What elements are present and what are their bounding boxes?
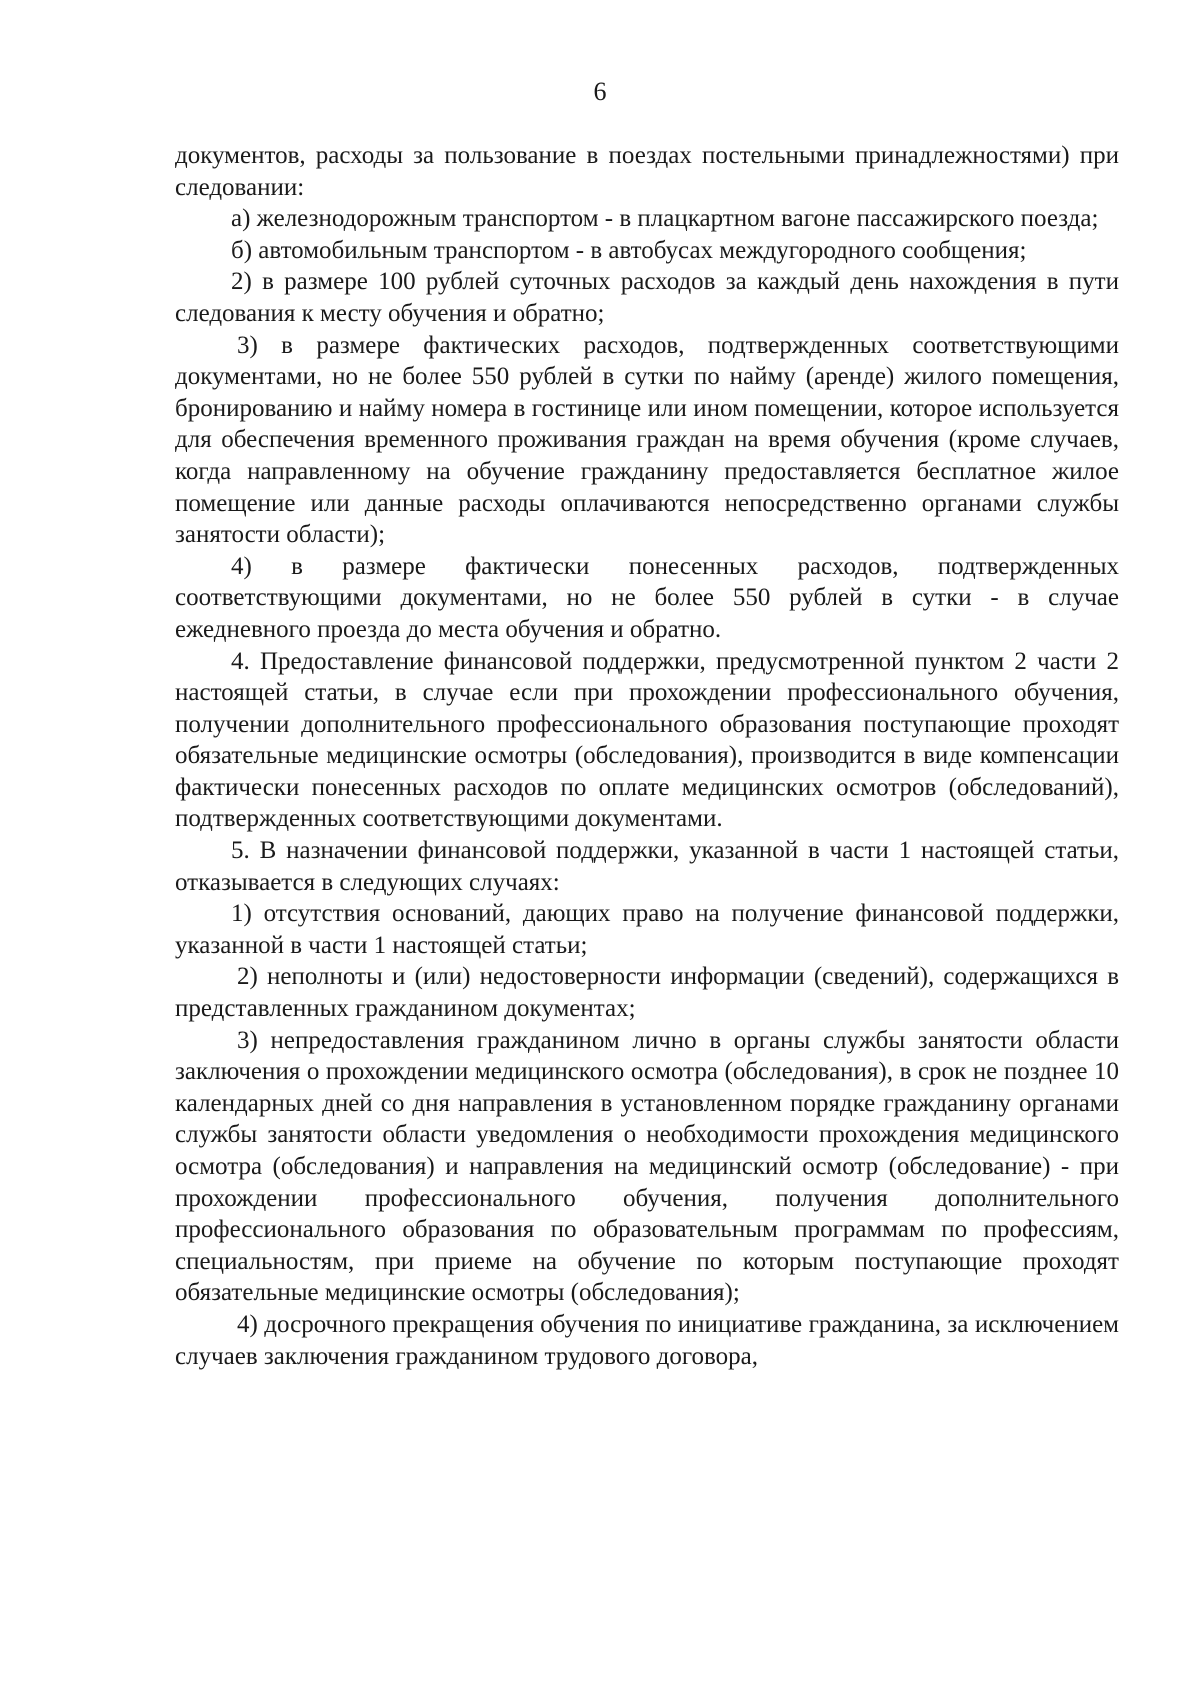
- paragraph-refusal-2: 2) неполноты и (или) недостоверности информации (сведений), содержащихся в представленных гражданином документах;: [175, 963, 1119, 1023]
- paragraph-section-5: 5. В назначении финансовой поддержки, указанной в части 1 настоящей статьи, отказывается в следующих случаях:: [175, 837, 1119, 896]
- paragraph-refusal-1: 1) отсутствия оснований, дающих право на получение финансовой поддержки, указанной в части 1 настоящей статьи;: [175, 900, 1119, 959]
- paragraph-item-4: 4) в размере фактически понесенных расходов, подтвержденных соответствующими документами, но не более 550 рублей в сутки - в случае ежедневного проезда до места обучения и обратно.: [175, 552, 1119, 643]
- paragraph-item-3: 3) в размере фактических расходов, подтвержденных соответствующими документами, но не более 550 рублей в сутки по найму (аренде) жилого помещения, бронированию и найму номера в гостинице или ином помещении, которое используется для обеспечения временного проживания граждан на время обучения (кроме случаев, когда направленному на обучение гражданину предоставляется бесплатное жилое помещение или данные расходы оплачиваются непосредственно органами службы занятости области);: [175, 331, 1119, 549]
- paragraph-continuation: документов, расходы за пользование в поездах постельными принадлежностями) при следовании:: [175, 142, 1119, 201]
- document-body: [175, 140, 1119, 1372]
- paragraph-item-a: а) железнодорожным транспортом - в плацкартном вагоне пассажирского поезда;: [231, 205, 1099, 233]
- paragraph-refusal-3: 3) непредоставления гражданином лично в органы службы занятости области заключения о прохождении медицинского осмотра (обследования), в срок не позднее 10 календарных дней со дня направления в установленном порядке гражданину органами службы занятости области уведомления о необходимости прохождения медицинского осмотра (обследования) и направления на медицинский осмотр (обследование) - при прохождении профессионального обучения, получения дополнительного профессионального образования по образовательным программам по профессиям, специальностям, при приеме на обучение по которым поступающие проходят обязательные медицинские осмотры (обследования);: [175, 1026, 1119, 1307]
- paragraph-section-4: 4. Предоставление финансовой поддержки, предусмотренной пунктом 2 части 2 настоящей статьи, в случае если при прохождении профессионального обучения, получении дополнительного профессионального образования поступающие проходят обязательные медицинские осмотры (обследования), производится в виде компенсации фактически понесенных расходов по оплате медицинских осмотров (обследований), подтвержденных соответствующими документами.: [175, 647, 1119, 833]
- paragraph-item-b: б) автомобильным транспортом - в автобусах междугородного сообщения;: [231, 236, 1027, 264]
- page-number: 6: [593, 77, 607, 106]
- paragraph-item-2: 2) в размере 100 рублей суточных расходов за каждый день нахождения в пути следования к месту обучения и обратно;: [175, 268, 1119, 327]
- paragraph-refusal-4: 4) досрочного прекращения обучения по инициативе гражданина, за исключением случаев заключения гражданином трудового договора,: [175, 1310, 1119, 1370]
